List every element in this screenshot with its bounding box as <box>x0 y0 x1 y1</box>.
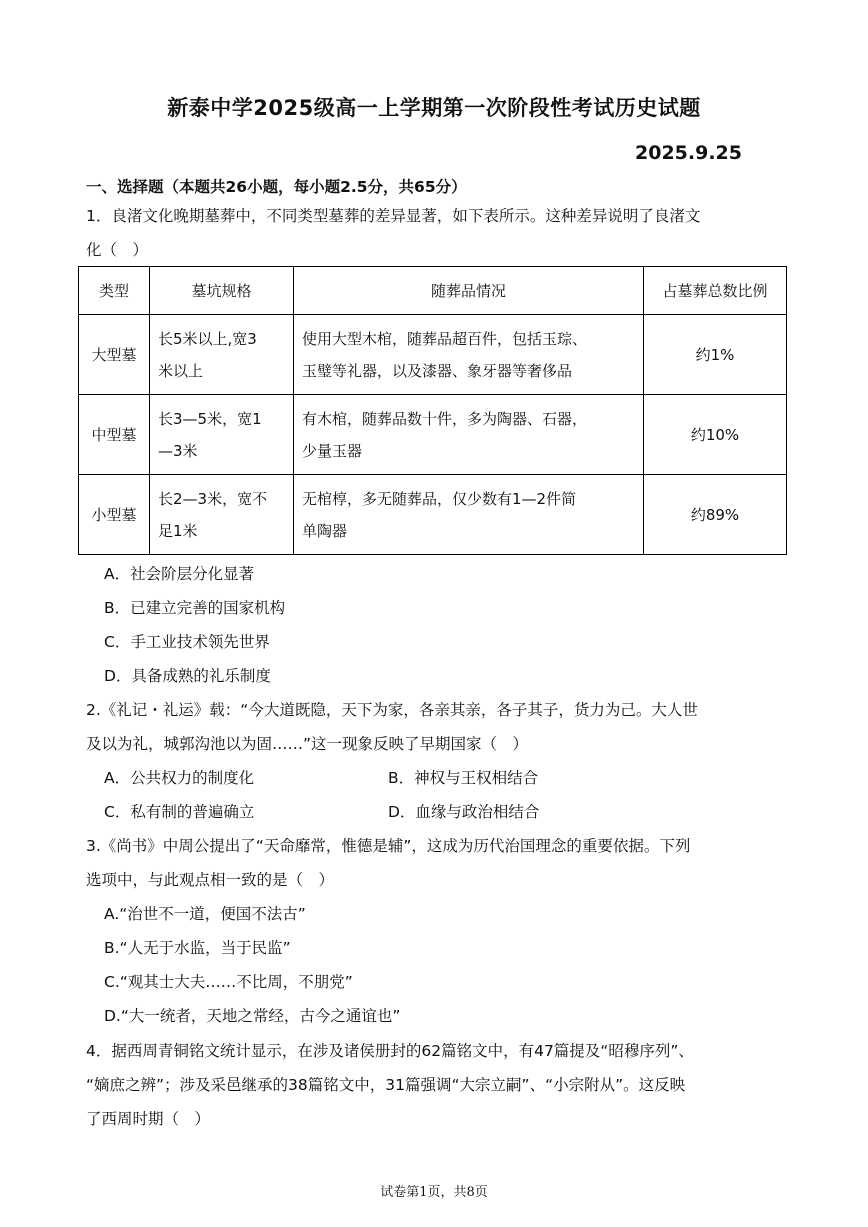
table-row <box>79 395 787 475</box>
table-cell-goods <box>294 475 644 555</box>
q3-option-d: D.“大一统者，天地之常经，古今之通谊也” <box>104 1007 401 1025</box>
q1-option-c: C．手工业技术领先世界 <box>104 633 270 651</box>
q4-stem-line1: 4．据西周青铜铭文统计显示，在涉及诸侯册封的62篇铭文中，有47篇提及“昭穆序列”、 <box>86 1042 694 1060</box>
table-cell-spec <box>150 395 294 475</box>
table-row <box>79 475 787 555</box>
table-cell-goods <box>294 395 644 475</box>
q3-option-a: A.“治世不一道，便国不法古” <box>104 905 306 923</box>
table-cell-type: 小型墓 <box>79 475 150 555</box>
table-header-cell: 占墓葬总数比例 <box>644 267 787 315</box>
table-cell-type: 中型墓 <box>79 395 150 475</box>
q3-option-c: C.“观其士大夫……不比周，不朋党” <box>104 973 353 991</box>
table-cell-ratio: 约10% <box>644 395 787 475</box>
q4-stem-line3: 了西周时期（ ） <box>86 1110 211 1128</box>
q1-option-a: A．社会阶层分化显著 <box>104 565 255 583</box>
table-cell-spec <box>150 315 294 395</box>
table-row <box>79 315 787 395</box>
q1-table <box>78 266 787 555</box>
table-header-cell: 类型 <box>79 267 150 315</box>
q4-stem-line2: “嫡庶之辨”；涉及采邑继承的38篇铭文中，31篇强调“大宗立嗣”、“小宗附从”。这反映 <box>86 1076 686 1094</box>
q3-stem-line1: 3.《尚书》中周公提出了“天命靡常，惟德是辅”，这成为历代治国理念的重要依据。下列 <box>86 837 691 855</box>
q2-stem-line2: 及以为礼，城郭沟池以为固……”这一现象反映了早期国家（ ） <box>86 735 529 753</box>
table-cell-ratio: 约89% <box>644 475 787 555</box>
table-header-cell: 墓坑规格 <box>150 267 294 315</box>
q3-option-b: B.“人无于水监，当于民监” <box>104 939 291 957</box>
exam-title: 新泰中学2025级高一上学期第一次阶段性考试历史试题 <box>167 96 701 120</box>
q2-option-c: C．私有制的普遍确立 <box>104 803 255 821</box>
spec-line: 长5米以上,宽3 <box>158 329 257 348</box>
q2-option-a: A．公共权力的制度化 <box>104 769 255 787</box>
table-header-cell: 随葬品情况 <box>294 267 644 315</box>
spec-line: 长2—3米，宽不 <box>158 489 268 508</box>
table-cell-ratio: 约1% <box>644 315 787 395</box>
table-cell-type: 大型墓 <box>79 315 150 395</box>
q2-stem-line1: 2.《礼记・礼运》载：“今大道既隐，天下为家，各亲其亲，各子其子，货力为己。大人世 <box>86 701 698 719</box>
q2-option-d: D．血缘与政治相结合 <box>388 803 540 821</box>
goods-line: 使用大型木棺，随葬品超百件，包括玉琮、 <box>302 329 588 348</box>
spec-line: 米以上 <box>158 361 204 380</box>
goods-line: 有木棺，随葬品数十件，多为陶器、石器， <box>302 409 588 428</box>
q1-option-d: D．具备成熟的礼乐制度 <box>104 667 271 685</box>
spec-line: —3米 <box>158 441 198 460</box>
q2-option-b: B．神权与王权相结合 <box>388 769 539 787</box>
spec-line: 足1米 <box>158 521 198 540</box>
q1-stem-line2: 化（ ） <box>86 241 149 259</box>
goods-line: 玉璧等礼器，以及漆器、象牙器等奢侈品 <box>302 361 573 380</box>
table-cell-goods <box>294 315 644 395</box>
table-header-row <box>79 267 787 315</box>
section-heading: 一、选择题（本题共26小题，每小题2.5分，共65分） <box>86 178 467 196</box>
goods-line: 无棺椁，多无随葬品，仅少数有1—2件简 <box>302 489 577 508</box>
exam-date: 2025.9.25 <box>635 142 742 164</box>
goods-line: 单陶器 <box>302 521 348 540</box>
page-footer: 试卷第1页，共8页 <box>380 1185 488 1200</box>
spec-line: 长3—5米，宽1 <box>158 409 262 428</box>
q1-stem-line1: 1．良渚文化晚期墓葬中，不同类型墓葬的差异显著，如下表所示。这种差异说明了良渚文 <box>86 207 701 225</box>
q3-stem-line2: 选项中，与此观点相一致的是（ ） <box>86 871 335 889</box>
q1-option-b: B．已建立完善的国家机构 <box>104 599 286 617</box>
table-cell-spec <box>150 475 294 555</box>
goods-line: 少量玉器 <box>302 441 363 460</box>
